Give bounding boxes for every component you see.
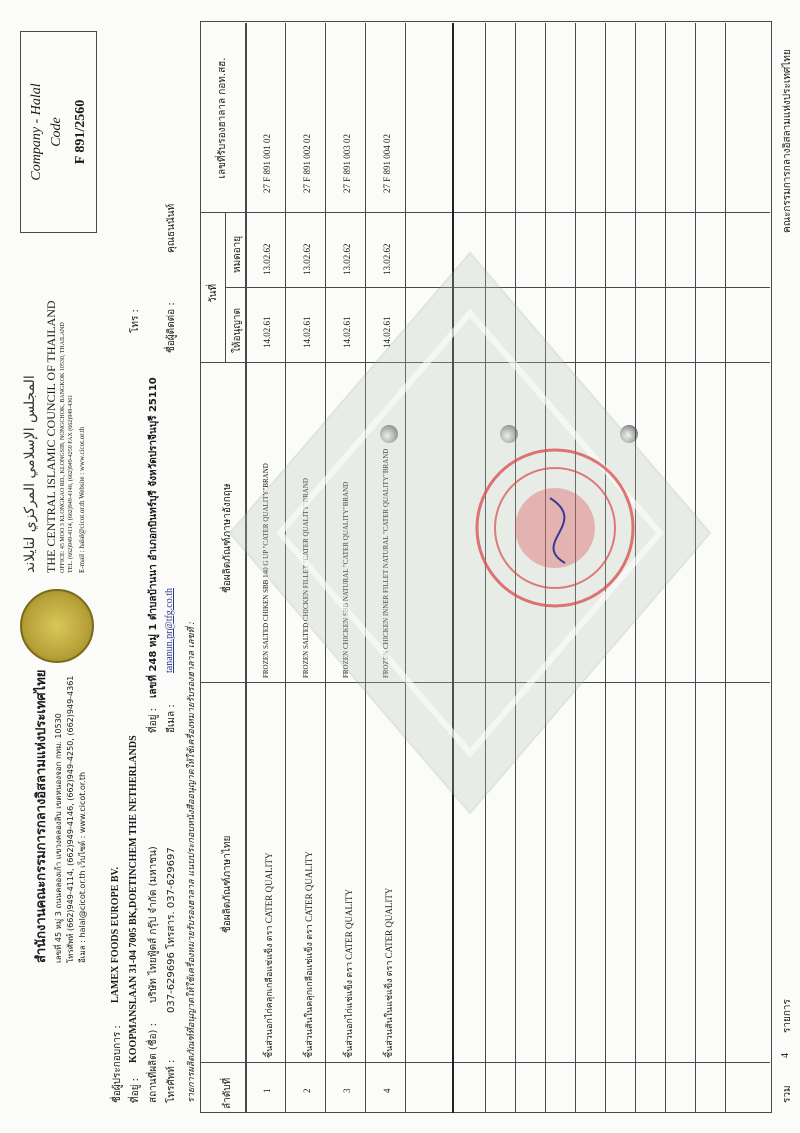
row-3-thai: ชิ้นส่วนอกไก่แช่แข็ง ตรา CATER QUALITY [344,888,354,1058]
code-box-title: Company - Halal [29,83,44,181]
row-1-expire: 13.02.62 [262,243,272,275]
company-tel: 037-629696 โทรสาร. 037-629697 [166,847,177,1013]
factory-address-label: ที่อยู่ : [148,707,159,733]
company-address: KOOPMANSLAAN 31-04 7005 BK,DOETINCHEM THE NETHERLANDS [128,735,139,1063]
council-seal-icon [20,589,94,663]
arabic-title: المجلس الإسلامي المركزي لتايلاند [22,375,38,573]
row-4-issue: 14.02.61 [382,316,392,348]
row-1-thai: ชิ้นส่วนอกไก่คลุกเกลือแช่แข็ง ตรา CATER QUALITY [264,852,274,1058]
footer-council-name: คณะกรรมการกลางอิสลามแห่งประเทศไทย [782,49,793,233]
row-2-eng: FROZEN SALTED CHICKEN FILLET "CATER QUALITY"BRAND [302,478,310,678]
thai-org-name: สำนักงานคณะกรรมการกลางอิสลามแห่งประเทศไทย [34,669,49,963]
header-expire: หมดอายุ [232,235,243,273]
eng-address: OFFICE: 45 MOO 3 KLONGKAO RD., KLONGSIB, NONGCHOK, BANGKOK 10530, THAILAND [60,322,66,573]
row-2-expire: 13.02.62 [302,243,312,275]
company-halal-code: F 891/2560 [73,99,88,165]
header-date: วันที่ [208,283,219,303]
email-label: อีเมล : [166,704,177,733]
code-box [20,31,97,233]
header-eng-name: ชื่อผลิตภัณฑ์ภาษาอังกฤษ [222,483,233,593]
company-name-label: ชื่อผู้ประกอบการ : [112,1025,123,1103]
tel-label: โทรศัพท์ : [166,1059,177,1103]
contact-name: คุณธนนันท์ [166,203,177,253]
row-4-eng: FROZEN CHICKEN INNER FILLET NATURAL "CATER QUALITY"BRAND [382,448,390,678]
eng-email: E-mail : halal@cicot.or.th Website : www.cicot.or.th [78,426,86,573]
row-1-no: 1 [262,1088,272,1093]
address-label: ที่อยู่ : [130,1077,141,1103]
row-4-thai: ชิ้นส่วนสันในแช่แข็ง ตรา CATER QUALITY [384,887,394,1058]
row-2-issue: 14.02.61 [302,316,312,348]
row-4-cert: 27 F 891 004 02 [382,133,392,193]
row-2-cert: 27 F 891 002 02 [302,133,312,193]
factory-name: บริษัท ไทยฟู้ดส์ กรุ๊ป จำกัด (มหาชน) [148,846,159,1003]
row-3-no: 3 [342,1088,352,1093]
header-cert-no: เลขที่รับรองฮาลาล กอท.สฮ. [217,57,228,179]
row-1-cert: 27 F 891 001 02 [262,133,272,193]
header-no: ลำดับที่ [222,1077,233,1109]
row-4-no: 4 [382,1088,392,1093]
header-thai-name: ชื่อผลิตภัณฑ์ภาษาไทย [222,835,233,933]
eng-phone: TEL. (662)949-4114, (662)949-4146, (662)949-4250 FAX (662)949-4361 [68,394,74,573]
factory-address: เลขที่ 248 หมู่ 1 ตำบลบ้านนา อำเภอกบินทร์บุรี จังหวัดปราจีนบุรี 25110 [148,377,159,698]
row-1-issue: 14.02.61 [262,316,272,348]
phone-label: โทร : [130,309,141,333]
row-1-eng: FROZEN SALTED CHIKEN SBB 140 G UP "CATER QUALITY"BRAND [262,463,270,678]
row-3-cert: 27 F 891 003 02 [342,133,352,193]
row-2-thai: ชิ้นส่วนสันในคลุกเกลือแช่แข็ง ตรา CATER QUALITY [304,851,314,1058]
thai-phone: โทรศัพท์ (662)949-4114, (662)949-4146, (662)949-4250, (662)949-4361 [66,675,75,963]
row-3-expire: 13.02.62 [342,243,352,275]
total-label: รวม [782,1085,793,1103]
row-4-expire: 13.02.62 [382,243,392,275]
company-email[interactable]: tananun.pr@tfg.co.th [164,587,175,673]
company-name: LAMEX FOODS EUROPE BV. [110,867,121,1003]
official-stamp-icon [470,443,640,613]
thai-email: อีเมล : halal@cicot.or.th เว็บไซต์ : www.cicot.or.th [78,771,87,963]
contact-label: ชื่อผู้ติดต่อ : [166,302,177,353]
header-issue: ให้อนุญาต [232,308,243,353]
total-unit: รายการ [782,999,793,1033]
thai-address: เลขที่ 45 หมู่ 3 ถนนคลองเก้า แขวงคลองสิบ เขตหนองจอก กทม. 10530 [54,713,63,963]
row-3-issue: 14.02.61 [342,316,352,348]
code-box-subtitle: Code [49,117,64,147]
row-2-no: 2 [302,1088,312,1093]
note-text: รายการผลิตภัณฑ์ที่อนุญาตให้ใช้เครื่องหมายรับรองฮาลาล แนบประกอบหนังสืออนุญาตให้ใช้เครื่องหมายรับรองฮาลาล เลขที่ : [187,621,197,1103]
eng-org-name: THE CENTRAL ISLAMIC COUNCIL OF THAILAND [44,300,58,573]
row-3-eng: FROZEN CHICKEN SBB NATURAL "CATER QUALITY"BRAND [342,481,350,678]
factory-label: สถานที่ผลิต (ชื่อ) : [148,1022,159,1103]
total-count: 4 [780,1053,791,1058]
